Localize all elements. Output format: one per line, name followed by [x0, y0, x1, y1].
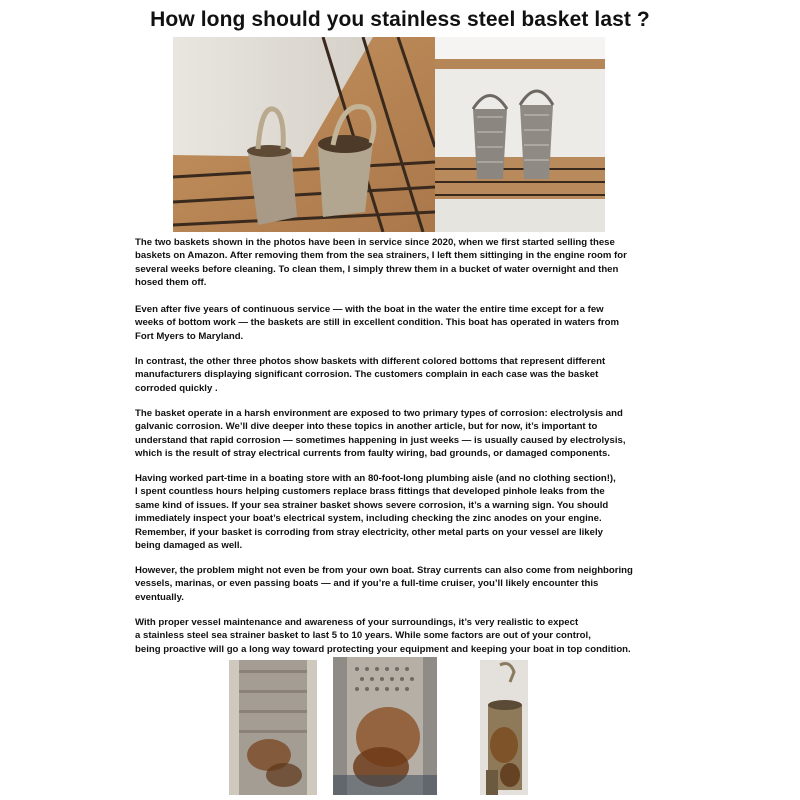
paragraph-6: However, the problem might not even be from your own boat. Stray currents can also come from neighboring vessels, marinas, or even passing boats — and if you’re a full-time cruiser, you’ll likely encounter this eventually.: [135, 565, 633, 603]
photo-corroded-basket-2: [333, 657, 437, 795]
paragraph-2: Even after five years of continuous service — with the boat in the water the entire time except for a few weeks of bottom work — the baskets are still in excellent condition. This boat has operated in waters from Fort Myers to Maryland.: [135, 304, 620, 342]
page-title: How long should you stainless steel basket last ?: [150, 8, 650, 31]
photo-corroded-basket-1: [229, 660, 317, 795]
paragraph-5: Having worked part-time in a boating store with an 80-foot-long plumbing aisle (and no clothing section!), I spent countless hours helping customers replace brass fittings that developed pinhole leaks from the same kind of issues. If your sea strainer basket shows severe corrosion, it’s a warning sign. You should immediately inspect your boat’s electrical system, including checking the zinc anodes on your engine. Remember, if your basket is corroding from stray electricity, other metal parts on your vessel are likely being damaged as well.: [135, 473, 616, 552]
paragraph-1: The two baskets shown in the photos have been in service since 2020, when we first started selling these baskets on Amazon. After removing them from the sea strainers, I left them sittinging in the engine room for several weeks before cleaning. To clean them, I simply threw them in a bucket of water overnight and then hosed them off.: [135, 237, 627, 289]
paragraph-4: The basket operate in a harsh environment are exposed to two primary types of corrosion: electrolysis and galvanic corrosion. We’ll dive deeper into these topics in another article, but for now, it’s important to understand that rapid corrosion — sometimes happening in just weeks — is usually caused by electrolysis, which is the result of stray electrical currents from faulty wiring, bad grounds, or damaged components.: [135, 408, 626, 460]
photo-dirty-baskets: [173, 37, 435, 232]
paragraph-7: With proper vessel maintenance and awareness of your surroundings, it’s very realistic to expect a stainless steel sea strainer basket to last 5 to 10 years. While some factors are out of your control, being proactive will go a long way toward protecting your equipment and keeping your boat in top condition.: [135, 617, 631, 655]
photo-corroded-basket-3: [480, 660, 528, 795]
paragraph-3: In contrast, the other three photos show baskets with different colored bottoms that represent different manufacturers displaying significant corrosion. The customers complain in each case was the basket corroded quickly .: [135, 356, 606, 394]
photo-clean-baskets: [435, 37, 605, 232]
